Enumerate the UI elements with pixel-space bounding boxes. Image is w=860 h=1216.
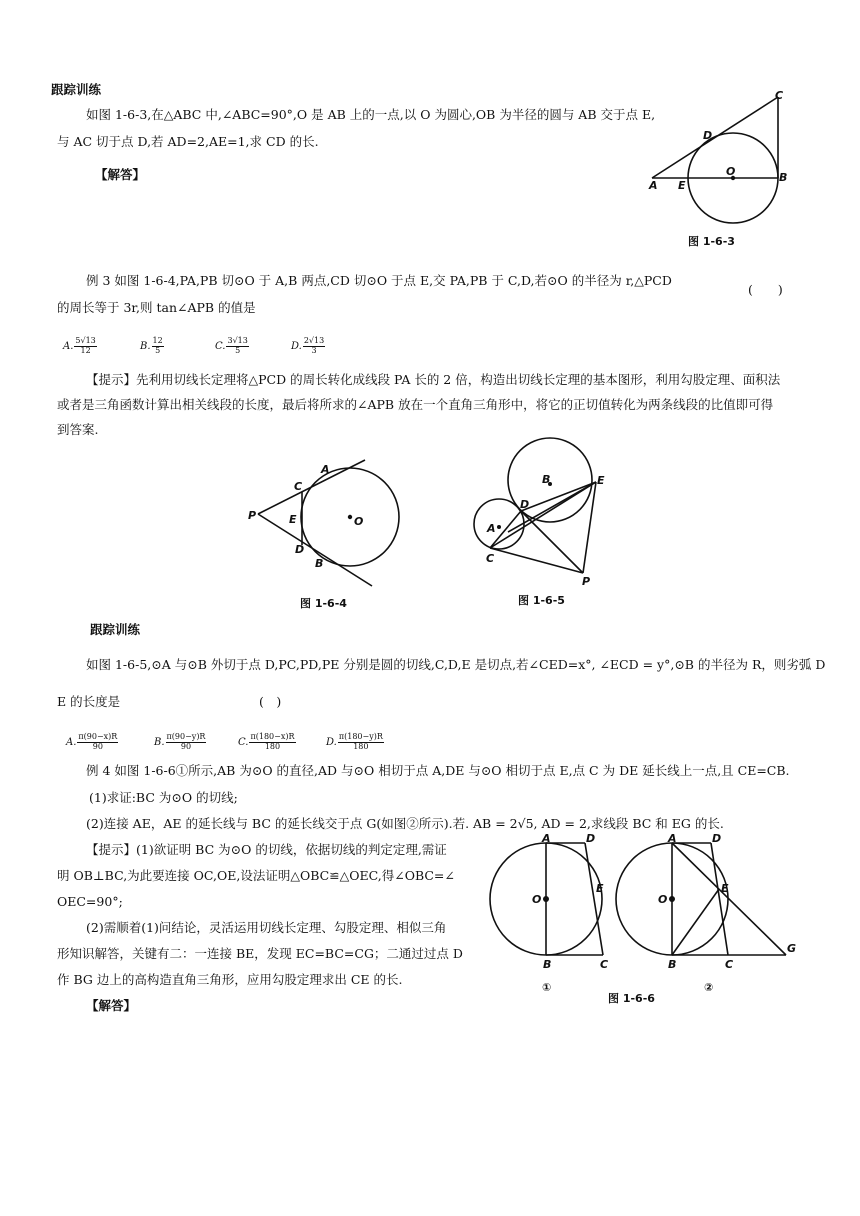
answer-label: 【解答】 [86,998,137,1013]
fig-label: E [678,179,686,192]
fig-label: E [596,882,604,895]
figure-caption: 图 1-6-5 [518,594,565,607]
option-b[interactable]: B. $\frac{12}{5}$ [140,336,163,355]
hint-text: 形知识解答，关键有二：一连接 BE，发现 EC=BC=CG；二通过过点 D [57,946,463,961]
fig-label: A [542,832,551,845]
fig-label: O [354,515,364,528]
fig-label: D [520,498,530,511]
hint-text: 【提示】先利用切线长定理将△PCD 的周长转化成线段 PA 长的 2 倍，构造出切线长定理的基本图形，利用勾股定理、面积法 [86,372,781,387]
figure-1-6-3 [640,85,790,250]
answer-label: 【解答】 [95,167,146,182]
fig-label: C [600,958,609,971]
fig-label: C [486,552,495,565]
option-d[interactable]: D. $\frac{2√13}{3}$ [291,336,325,355]
fig-label: A [649,179,658,192]
hint-text: 到答案. [57,422,99,437]
fig-label: D [712,832,722,845]
fig-label: P [582,575,591,588]
problem-text: E 的长度是 [57,694,121,709]
fig-label: C [775,89,784,102]
problem-text: 如图 1-6-5,⊙A 与⊙B 外切于点 D,PC,PD,PE 分别是圆的切线,C,D,E 是切点,若∠CED=x°, ∠ECD = y°,⊙B 的半径为 R，则劣弧 D [86,657,826,672]
option-a[interactable]: A. $\frac{5√13}{12}$ [63,336,96,355]
fig-label: E [721,882,729,895]
figure-1-6-4 [245,455,415,615]
option-c[interactable]: C. $\frac{\pi(180-x)R}{180}$ [238,732,295,751]
fig-label: C [725,958,734,971]
fig-label: B [668,958,677,971]
hint-text: 【提示】(1)欲证明 BC 为⊙O 的切线，依据切线的判定定理,需证 [86,842,447,857]
fig-label: D [295,543,305,556]
fig-label: B [543,958,552,971]
problem-text: 例 3 如图 1-6-4,PA,PB 切⊙O 于 A,B 两点,CD 切⊙O 于点 E,交 PA,PB 于 C,D,若⊙O 的半径为 r,△PCD [86,273,672,288]
fig-label: E [597,474,605,487]
hint-text: 或者是三角函数计算出相关线段的长度，最后将所求的∠APB 放在一个直角三角形中，将它的正切值转化为两条线段的比值即可得 [57,397,774,412]
option-d[interactable]: D. $\frac{\pi(180-y)R}{180}$ [326,732,383,751]
figure-caption: 图 1-6-6 [608,992,655,1005]
question-2: (2)连接 AE，AE 的延长线与 BC 的延长线交于点 G(如图②所示).若. AB = 2√5, AD = 2,求线段 BC 和 EG 的长. [86,816,724,831]
fig-label: A [321,463,330,476]
figure-caption: 图 1-6-3 [688,235,735,248]
figure-1-6-5 [470,440,630,610]
section-heading: 跟踪训练 [51,82,102,97]
option-c[interactable]: C. $\frac{3√13}{5}$ [215,336,248,355]
fig-label: D [703,129,713,142]
fig-label: A [668,832,677,845]
hint-text: 明 OB⊥BC,为此要连接 OC,OE,设法证明△OBC≌△OEC,得∠OBC=∠ [57,868,455,883]
problem-text: 例 4 如图 1-6-6①所示,AB 为⊙O 的直径,AD 与⊙O 相切于点 A,DE 与⊙O 相切于点 E,点 C 为 DE 延长线上一点,且 CE=CB. [86,763,790,778]
problem-text: 的周长等于 3r,则 tan∠APB 的值是 [57,300,256,315]
fig-label: O [726,165,736,178]
fig-label: P [248,509,257,522]
figure-sublabel: ① [542,981,552,994]
answer-bracket: ( ) [259,694,282,709]
answer-bracket: ( ) [748,282,783,297]
fig-label: O [658,893,668,906]
figure-sublabel: ② [704,981,714,994]
fig-label: B [779,171,788,184]
hint-text: OEC=90°; [57,894,123,909]
problem-text: 与 AC 切于点 D,若 AD=2,AE=1,求 CD 的长. [57,134,319,149]
section-heading: 跟踪训练 [90,622,141,637]
figure-caption: 图 1-6-4 [300,597,347,610]
figure-1-6-6 [490,828,810,1008]
option-b[interactable]: B. $\frac{\pi(90-y)R}{90}$ [154,732,206,751]
hint-text: (2)需顺着(1)问结论，灵活运用切线长定理、勾股定理、相似三角 [86,920,447,935]
fig-label: C [294,480,303,493]
problem-text: 如图 1-6-3,在△ABC 中,∠ABC=90°,O 是 AB 上的一点,以 O 为圆心,OB 为半径的圆与 AB 交于点 E, [86,107,656,122]
fig-label: B [315,557,324,570]
fig-label: B [542,473,551,486]
fig-label: A [487,522,496,535]
fig-label: O [532,893,542,906]
option-a[interactable]: A. $\frac{\pi(90-x)R}{90}$ [66,732,118,751]
fig-label: G [787,942,797,955]
question-1: (1)求证:BC 为⊙O 的切线; [89,790,238,805]
fig-label: E [289,513,297,526]
fig-label: D [586,832,596,845]
hint-text: 作 BG 边上的高构造直角三角形，应用勾股定理求出 CE 的长. [57,972,403,987]
